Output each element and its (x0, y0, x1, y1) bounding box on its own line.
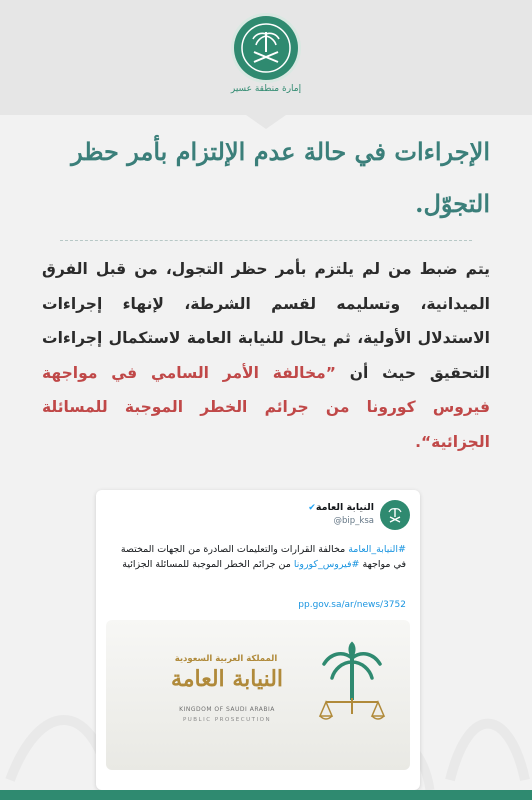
emblem-caption: إمارة منطقة عسير (230, 84, 302, 94)
saudi-emblem-logo (234, 16, 298, 80)
bottom-brand-bar (0, 790, 532, 800)
title-divider (60, 240, 472, 241)
body-plain-text: يتم ضبط من لم يلتزم بأمر حظر التجول، من قبل الفرق الميدانية، وتسليمه لقسم الشرطة، لإنهاء إجراءات الاستدلال الأولية، ثم يحال للنيابة العامة لاستكمال إجراءات التحقيق حيث أن (42, 260, 490, 382)
tweet-author-name-text: النيابة العامة (315, 502, 374, 513)
tweet-text-part: مخالفة القرارات والتعليمات الصادرة من الجهات المختصة في مواجهة (120, 544, 406, 570)
tweet-hashtag[interactable]: #فيروس_كورونا (293, 559, 360, 570)
tweet-link[interactable]: pp.gov.sa/ar/news/3752 (298, 600, 406, 610)
tweet-author-handle[interactable]: @bip_ksa (333, 516, 374, 526)
body-highlight-quote: ”مخالفة الأمر السامي في مواجهة فيروس كورونا من جرائم الخطر الموجبة للمسائلة الجزائية“. (42, 363, 490, 451)
palm-swords-icon (240, 22, 292, 74)
palm-scales-emblem-icon (312, 640, 392, 740)
body-paragraph (42, 252, 490, 459)
image-text-kingdom-en: KINGDOM OF SAUDI ARABIA (179, 706, 275, 713)
tweet-attached-image[interactable] (106, 620, 410, 770)
image-text-kingdom-ar: المملكة العربية السعودية (174, 654, 278, 664)
embedded-tweet-card[interactable] (96, 490, 420, 790)
tweet-author-name[interactable] (305, 502, 374, 513)
tweet-hashtag[interactable]: #النيابة_العامة (348, 544, 406, 555)
image-text-public-prosecution-en: PUBLIC PROSECUTION (182, 717, 272, 723)
tweet-text-part: من جرائم الخطر الموجبة للمسائلة الجزائية (122, 559, 294, 570)
tweet-avatar[interactable] (380, 500, 410, 530)
image-text-public-prosecution-ar: النيابة العامة (170, 666, 284, 692)
palm-swords-icon (384, 504, 406, 526)
tweet-text (110, 542, 406, 572)
verified-badge-icon: ✔ (308, 503, 316, 513)
page-title: الإجراءات في حالة عدم الإلتزام بأمر حظر التجوّل. (71, 137, 490, 218)
